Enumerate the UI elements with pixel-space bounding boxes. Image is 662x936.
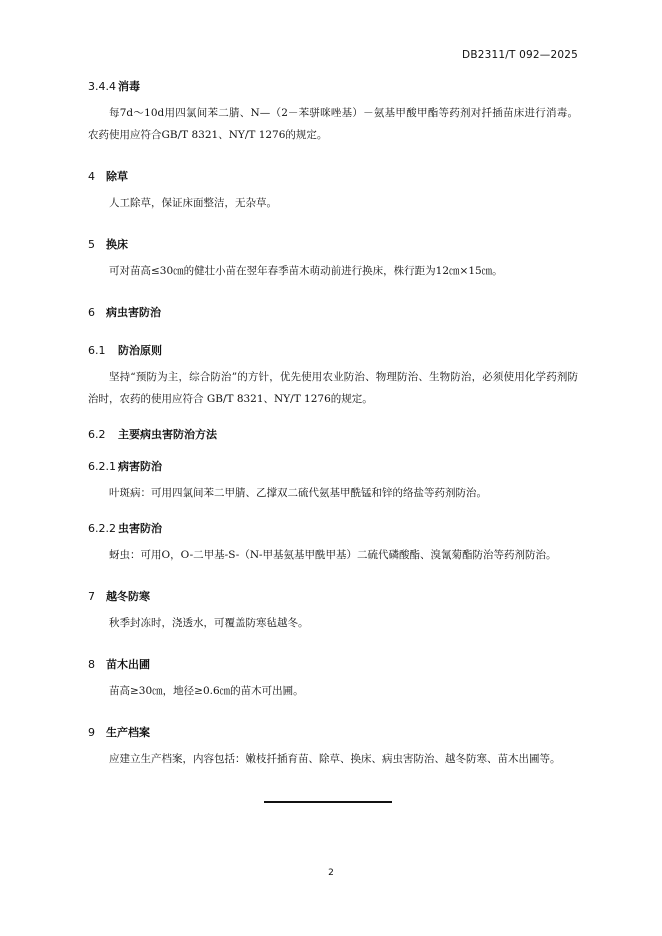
section-number: 5 xyxy=(88,238,95,251)
section-number: 6.2 xyxy=(88,428,106,441)
section-6-2-2 xyxy=(88,522,578,566)
section-7 xyxy=(88,590,578,634)
section-6-2-1 xyxy=(88,460,578,504)
section-5 xyxy=(88,238,578,282)
section-title: 消毒 xyxy=(118,80,140,93)
section-heading xyxy=(88,306,578,320)
section-paragraph: 坚持“预防为主，综合防治”的方针，优先使用农业防治、物理防治、生物防治，必须使用化学药剂防治时，农药的使用应符合 GB/T 8321、NY/T 1276的规定。 xyxy=(88,371,578,405)
section-6 xyxy=(88,306,578,320)
section-paragraph: 每7d～10d用四氯间苯二腈、N—（2－苯骈咪唑基）－氨基甲酸甲酯等药剂对扦插苗床进行消毒。农药使用应符合GB/T 8321、NY/T 1276的规定。 xyxy=(88,107,578,141)
section-heading xyxy=(88,590,578,604)
section-6-1 xyxy=(88,344,578,410)
section-number: 6.2.2 xyxy=(88,522,116,535)
section-8 xyxy=(88,658,578,702)
section-title: 防治原则 xyxy=(118,344,162,357)
section-heading xyxy=(88,460,578,474)
section-6-2 xyxy=(88,428,578,442)
end-rule xyxy=(264,801,392,803)
section-title: 苗木出圃 xyxy=(106,658,150,671)
page-number: 2 xyxy=(328,868,334,878)
section-heading xyxy=(88,238,578,252)
section-paragraph: 应建立生产档案，内容包括：嫩枝扦插育苗、除草、换床、病虫害防治、越冬防寒、苗木出圃等。 xyxy=(109,753,561,765)
section-3-4-4 xyxy=(88,80,578,146)
section-paragraph: 叶斑病：可用四氯间苯二甲腈、乙撑双二硫代氨基甲酰锰和锌的络盐等药剂防治。 xyxy=(109,487,487,499)
section-9 xyxy=(88,726,578,770)
section-number: 9 xyxy=(88,726,95,739)
section-heading xyxy=(88,726,578,740)
section-number: 8 xyxy=(88,658,95,671)
section-title: 病虫害防治 xyxy=(106,306,161,319)
section-number: 4 xyxy=(88,170,95,183)
section-heading xyxy=(88,344,578,358)
section-title: 换床 xyxy=(106,238,128,251)
section-heading xyxy=(88,522,578,536)
document-code: DB2311/T 092—2025 xyxy=(462,49,578,61)
section-paragraph: 秋季封冻时，浇透水，可覆盖防寒毡越冬。 xyxy=(109,617,309,629)
section-number: 7 xyxy=(88,590,95,603)
section-title: 生产档案 xyxy=(106,726,150,739)
section-paragraph: 可对苗高≤30㎝的健壮小苗在翌年春季苗木萌动前进行换床，株行距为12㎝×15㎝。 xyxy=(109,265,503,277)
section-title: 越冬防寒 xyxy=(106,590,150,603)
section-number: 3.4.4 xyxy=(88,80,116,93)
section-paragraph: 蚜虫：可用O，O-二甲基-S-（N-甲基氨基甲酰甲基）二硫代磷酸酯、溴氰菊酯防治等药剂防治。 xyxy=(109,549,557,561)
section-number: 6 xyxy=(88,306,95,319)
section-heading xyxy=(88,428,578,442)
section-title: 除草 xyxy=(106,170,128,183)
section-heading xyxy=(88,170,578,184)
section-heading xyxy=(88,658,578,672)
section-paragraph: 人工除草，保证床面整洁，无杂草。 xyxy=(109,197,277,209)
document-body xyxy=(88,80,578,770)
section-number: 6.1 xyxy=(88,344,106,357)
section-paragraph: 苗高≥30㎝，地径≥0.6㎝的苗木可出圃。 xyxy=(109,685,304,697)
section-title: 主要病虫害防治方法 xyxy=(118,428,217,441)
section-heading xyxy=(88,80,578,94)
section-4 xyxy=(88,170,578,214)
section-title: 病害防治 xyxy=(118,460,162,473)
section-number: 6.2.1 xyxy=(88,460,116,473)
section-title: 虫害防治 xyxy=(118,522,162,535)
